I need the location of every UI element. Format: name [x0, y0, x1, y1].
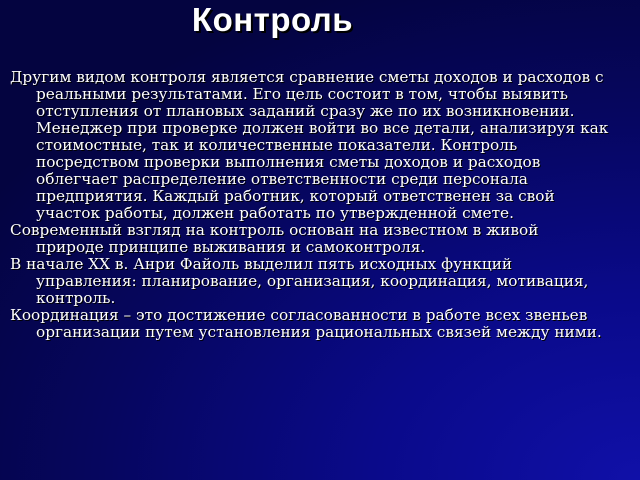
paragraph-modern-view: Современный взгляд на контроль основан на известном в живой природе принципе выживания и самоконтроля.	[10, 221, 539, 256]
paragraph-fayol-functions: В начале XX в. Анри Файоль выделил пять исходных функций управления: планирование, организация, координация, мотивация, контроль.	[10, 255, 589, 307]
slide-title: Контроль	[191, 1, 354, 38]
slide-body	[10, 69, 610, 341]
paragraph-coordination: Координация – это достижение согласованности в работе всех звеньев организации путем установления рациональных связей между ними.	[10, 306, 602, 341]
paragraph-budget-control: Другим видом контроля является сравнение сметы доходов и расходов с реальными результатами. Его цель состоит в том, чтобы выявить отступления от плановых заданий сразу же по их возникновении. Менеджер при проверке должен войти во все детали, анализируя как стоимостные, так и количественные показатели. Контроль посредством проверки выполнения сметы доходов и расходов облегчает распределение ответственности среди персонала предприятия. Каждый работник, который ответственен за свой участок работы, должен работать по утвержденной смете.	[10, 68, 609, 222]
